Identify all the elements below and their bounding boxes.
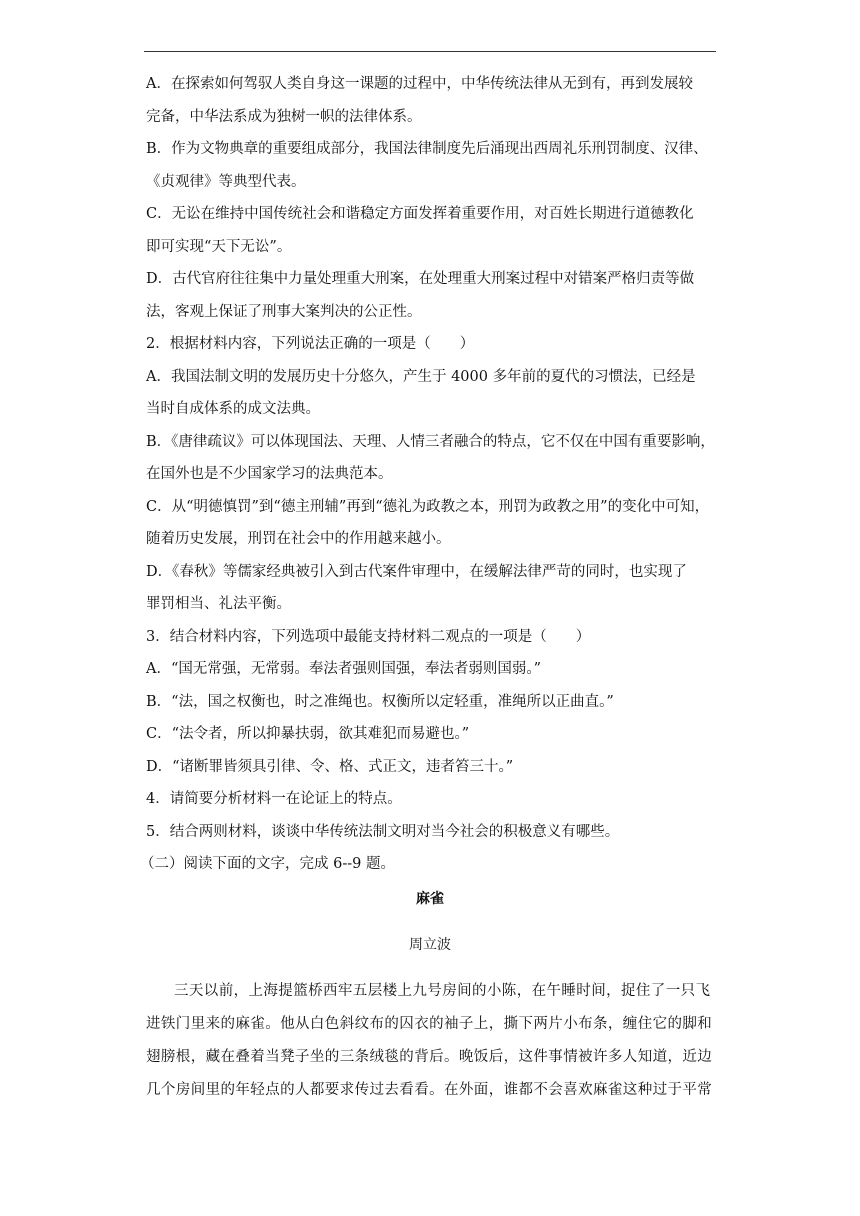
q4: 4．请简要分析材料一在论证上的特点。 bbox=[146, 791, 402, 807]
q1-option-c-line1: C．无讼在维持中国传统社会和谐稳定方面发挥着重要作用，对百姓长期进行道德教化 bbox=[146, 206, 694, 222]
q1-option-b-line1: B．作为文物典章的重要组成部分，我国法律制度先后涌现出西周礼乐刑罚制度、汉律、 bbox=[146, 141, 708, 157]
section-heading: （二）阅读下面的文字，完成 6--9 题。 bbox=[140, 856, 395, 872]
q2-stem: 2．根据材料内容，下列说法正确的一项是（ ） bbox=[146, 336, 475, 352]
q3-option-d: D．“诸断罪皆须具引律、令、格、式正文，违者笞三十。” bbox=[146, 758, 514, 775]
q2-option-d-line2: 罪罚相当、礼法平衡。 bbox=[146, 596, 291, 612]
q3-option-a: A．“国无常强，无常弱。奉法者强则国强，奉法者弱则国弱。” bbox=[146, 661, 542, 677]
q1-option-d-line1: D．古代官府往往集中力量处理重大刑案，在处理重大刑案过程中对错案严格归责等做 bbox=[146, 271, 695, 287]
header-rule bbox=[144, 51, 716, 52]
q2-option-c-line2: 随着历史发展，刑罚在社会中的作用越来越小。 bbox=[146, 531, 451, 547]
story-line-4: 几个房间里的年轻点的人都要求传过去看看。在外面，谁都不会喜欢麻雀这种过于平常 bbox=[146, 1081, 713, 1098]
q2-option-a-line2: 当时自成体系的成文法典。 bbox=[146, 401, 320, 417]
q1-option-b-line2: 《贞观律》等典型代表。 bbox=[146, 173, 306, 190]
story-author: 周立波 bbox=[409, 936, 451, 953]
q5: 5．结合两则材料，谈谈中华传统法制文明对当今社会的积极意义有哪些。 bbox=[146, 823, 620, 840]
q3-stem: 3．结合材料内容，下列选项中最能支持材料二观点的一项是（ ） bbox=[146, 628, 591, 645]
q2-option-c-line1: C．从“明德慎罚”到“德主刑辅”再到“德礼为政教之本，刑罚为政教之用”的变化中可知， bbox=[146, 498, 710, 515]
q2-option-b-line2: 在国外也是不少国家学习的法典范本。 bbox=[146, 466, 393, 482]
q1-option-a-line1: A．在探索如何驾驭人类自身这一课题的过程中，中华传统法律从无到有，再到发展较 bbox=[146, 76, 693, 92]
story-title: 麻雀 bbox=[416, 890, 444, 907]
story-line-1: 三天以前，上海提篮桥西牢五层楼上九号房间的小陈，在午睡时间，捉住了一只飞 bbox=[174, 982, 711, 999]
q1-option-d-line2: 法，客观上保证了刑事大案判决的公正性。 bbox=[146, 303, 422, 320]
q3-option-c: C．“法令者，所以抑暴扶弱，欲其难犯而易避也。” bbox=[146, 726, 470, 742]
q3-option-b: B．“法，国之权衡也，时之准绳也。权衡所以定轻重，准绳所以正曲直。” bbox=[146, 693, 614, 710]
story-line-2: 进铁门里来的麻雀。他从白色斜纹布的囚衣的袖子上，撕下两片小布条，缠住它的脚和 bbox=[146, 1015, 713, 1032]
q2-option-b-line1: B．《唐律疏议》可以体现国法、天理、人情三者融合的特点，它不仅在中国有重要影响， bbox=[146, 433, 715, 450]
q2-option-a-line1: A．我国法制文明的发展历史十分悠久，产生于 4000 多年前的夏代的习惯法，已经是 bbox=[146, 368, 696, 385]
story-line-3: 翅膀根，藏在叠着当凳子坐的三条绒毯的背后。晚饭后，这件事情被许多人知道，近边 bbox=[146, 1048, 713, 1065]
q1-option-c-line2: 即可实现“天下无讼”。 bbox=[146, 238, 292, 255]
q1-option-a-line2: 完备，中华法系成为独树一帜的法律体系。 bbox=[146, 108, 422, 125]
q2-option-d-line1: D．《春秋》等儒家经典被引入到古代案件审理中，在缓解法律严苛的同时，也实现了 bbox=[146, 563, 687, 580]
page-content bbox=[140, 68, 715, 1107]
